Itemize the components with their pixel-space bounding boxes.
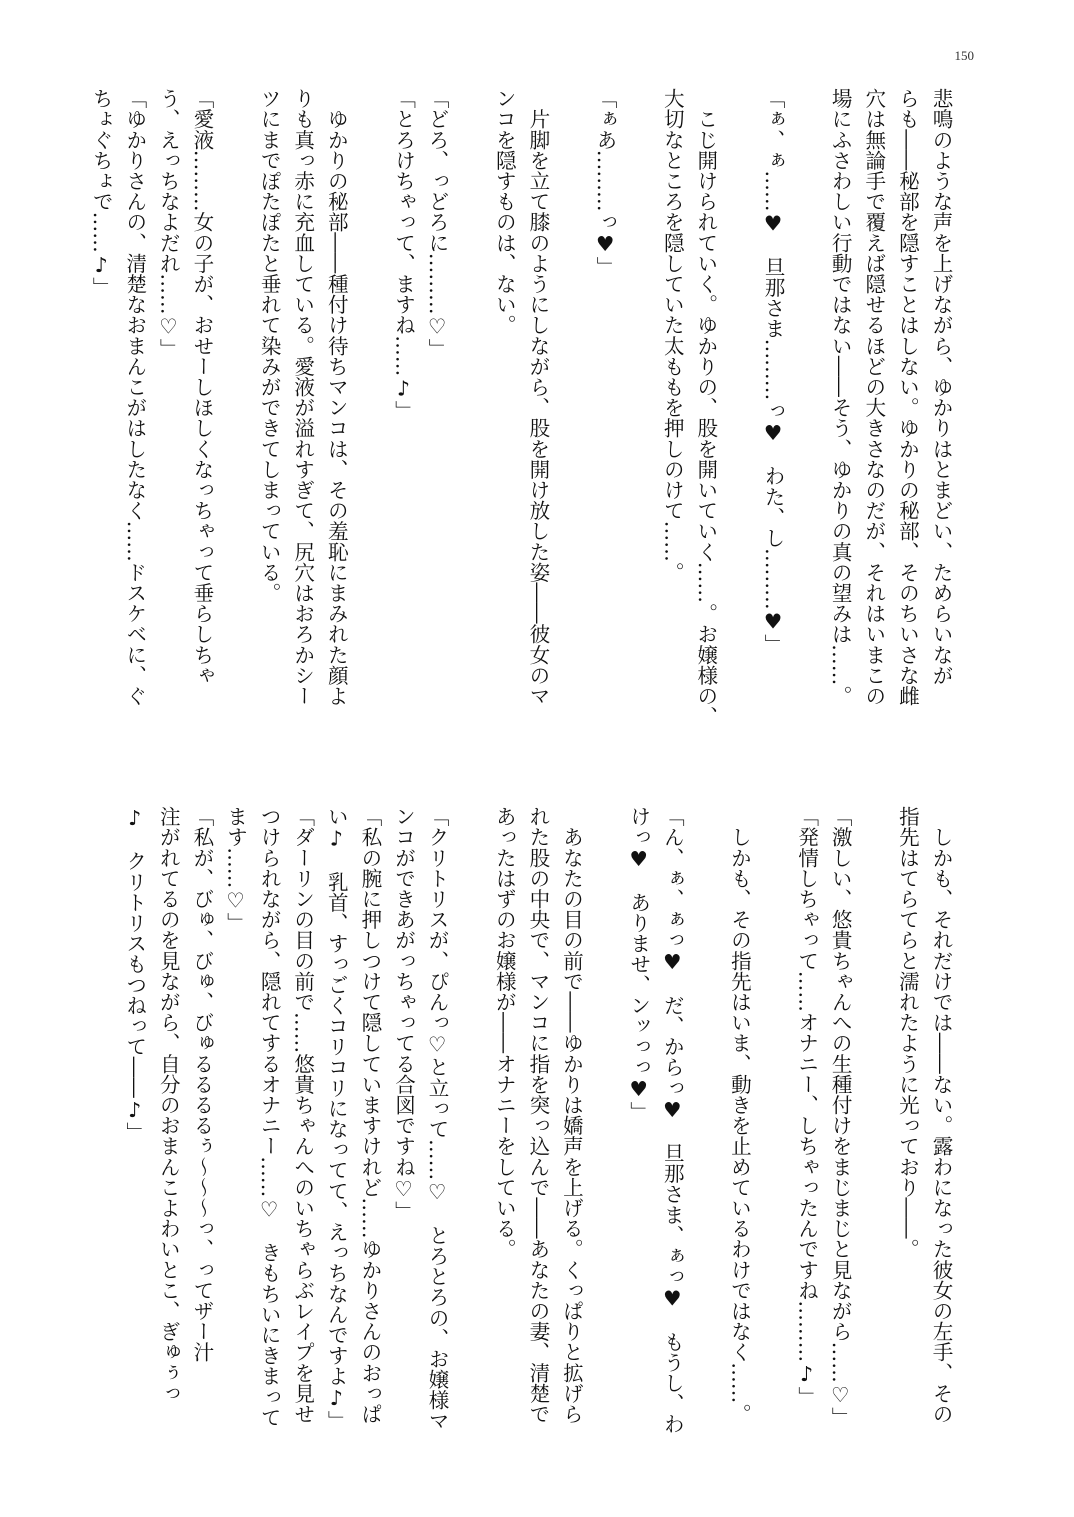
text-line: 「激しい、悠貴ちゃんへの生種付けをまじまじと見ながら……♡」 [828, 806, 853, 1428]
text-line: つけられながら、隠れてするオナニー……♡ きもちいにきまって [257, 806, 282, 1428]
text-line: 「ん、ぁ、ぁっ♥ だ、からっ♥ 旦那さま、ぁっ♥ もうし、わ [660, 806, 685, 1435]
text-line: あなたの目の前で――ゆかりは嬌声を上げる。くっぱりと拡げら [559, 806, 584, 1424]
text-line [755, 806, 789, 1446]
text-line: りも真っ赤に充血している。愛液が溢れすぎて、尻穴はおろかシー [290, 88, 315, 706]
text-line: 「クリトリスが、ぴんっ♡と立って……♡ とろとろの、お嬢様マ [425, 806, 450, 1431]
text-line: ツにまでぽたぽたと垂れて染みができてしまっている。 [257, 88, 282, 603]
text-line: しかも、その指先はいま、動きを止めているわけではなく……。 [727, 806, 752, 1424]
text-line: 「ぁ、ぁ……♥ 旦那さま………っ♥ わた、し………♥」 [761, 88, 786, 655]
text-line: う、えっちなよだれ……♡」 [156, 88, 181, 360]
text-line: ます……♡」 [223, 806, 248, 933]
text-line: 指先はてらてらと濡れたように光っており――。 [895, 806, 920, 1260]
text-line: ンコを隠すものは、ない。 [492, 88, 517, 336]
text-line: 「とろけちゃって、ますね……♪」 [391, 88, 416, 421]
text-line: けっ♥ ありませ、ンッっっ♥」 [626, 806, 651, 1122]
text-line: あったはずのお嬢様が――オナニーをしている。 [492, 806, 517, 1260]
text-line: 「ぁあ………っ♥」 [593, 88, 618, 277]
text-line: 悲鳴のような声を上げながら、ゆかりはとまどい、ためらいなが [929, 88, 953, 686]
text-line [453, 88, 487, 728]
text-line: い♪ 乳首、すっごくコリコリになってて、えっちなんですよ♪」 [324, 806, 349, 1431]
text-line: れた股の中央で、マンコに指を突っ込んで――あなたの妻、清楚で [525, 806, 550, 1424]
text-line: らも――秘部を隠すことはしない。ゆかりの秘部、そのちいさな雌 [895, 88, 920, 706]
text-line: 穴は無論手で覆えば隠せるほどの大きさなのだが、それはいまこの [861, 88, 886, 706]
page-number: 150 [954, 48, 974, 63]
text-line [218, 88, 252, 728]
text-line: 大切なところを隠していた太ももを押しのけて……。 [660, 88, 685, 583]
text-line: 「発情しちゃって……オナニー、しちゃったんですね………♪」 [794, 806, 819, 1407]
text-line [453, 806, 487, 1446]
text-line: 場にふさわしい行動ではない――そう、ゆかりの真の望みは……。 [828, 88, 853, 706]
text-line: 「ダーリンの目の前で……悠貴ちゃんへのいちゃらぶレイプを見せ [290, 806, 315, 1424]
text-line [621, 88, 655, 728]
text-line: しかも、それだけでは――ない。露わになった彼女の左手、その [929, 806, 953, 1424]
text-line [688, 806, 722, 1446]
text-line: 「私が、びゅ、びゅ、びゅるるるるぅ～～～っ、ってザー汁 [189, 806, 214, 1363]
text-line: 片脚を立て膝のようにしながら、股を開け放した姿――彼女のマ [525, 88, 550, 706]
text-line: ゆかりの秘部――種付け待ちマンコは、その羞恥にまみれた顔よ [324, 88, 349, 706]
text-line: 「愛液………女の子が、おせーしほしくなっちゃって垂らしちゃ [189, 88, 214, 686]
text-line [856, 806, 890, 1446]
text-line: こじ開けられていく。ゆかりの、股を開いていく……。お嬢様の、 [693, 88, 718, 727]
top-text-block [84, 88, 957, 728]
text-line: 「どろ、っどろに………♡」 [425, 88, 450, 360]
text-line [789, 88, 823, 728]
text-line: ♪ クリトリスもつねって――♪」 [122, 806, 147, 1143]
text-line [352, 88, 386, 728]
bottom-text-block [117, 806, 957, 1446]
text-line [587, 806, 621, 1446]
text-line: 「ゆかりさんの、清楚なおまんこがはしたなく……ドスケベに、ぐ [122, 88, 147, 706]
text-line: 「私の腕に押しつけて隠していますけれど……ゆかりさんのおっぱ [357, 806, 382, 1424]
text-line [722, 88, 756, 728]
text-line [554, 88, 588, 728]
text-line: ちょぐちょで……♪」 [89, 88, 114, 298]
text-line: ンコができあがっちゃってる合図ですね♡」 [391, 806, 416, 1222]
text-line: 注がれてるのを見ながら、自分のおまんこよわいとこ、ぎゅぅっ [156, 806, 181, 1404]
